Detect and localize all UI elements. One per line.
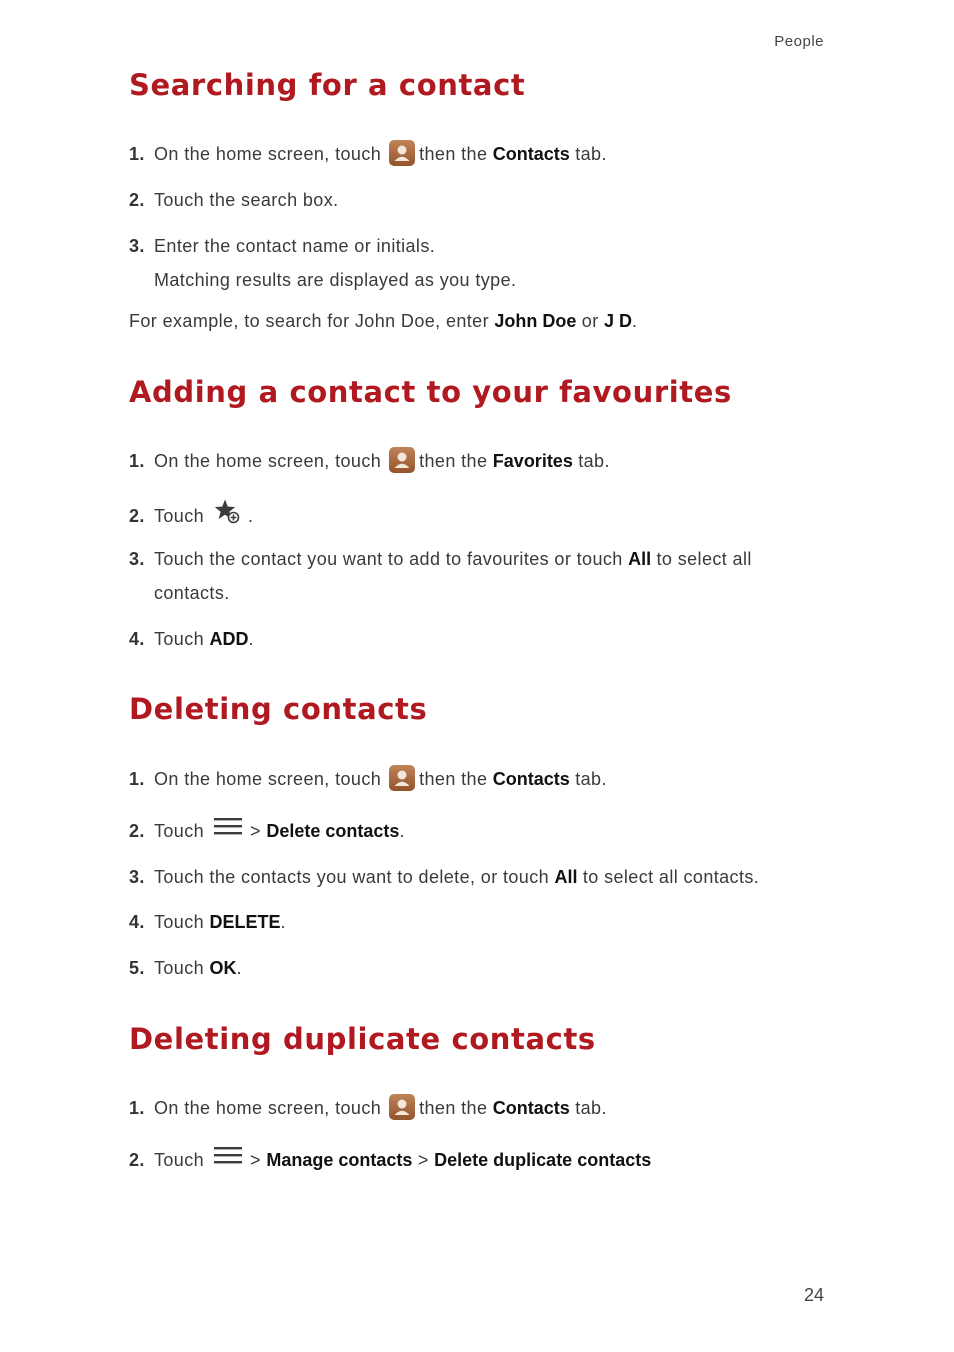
duplicates-step-2: 2. Touch > Manage contacts > Delete duplicate contacts	[129, 1148, 854, 1174]
page-number: 24	[803, 1285, 824, 1305]
delete-step-3: 3. Touch the contacts you want to delete, or touch All to select all contacts.	[129, 867, 760, 887]
section-title-delete: Deleting contacts	[129, 692, 428, 726]
delete-step-4: 4. Touch DELETE.	[129, 912, 286, 932]
search-step-3-note: Matching results are displayed as you type.	[154, 270, 517, 290]
delete-step-5: 5. Touch OK.	[129, 958, 242, 978]
favourites-step-3-continued: contacts.	[154, 583, 230, 603]
contacts-app-icon	[389, 1094, 415, 1120]
contacts-app-icon	[389, 447, 415, 473]
search-example: For example, to search for John Doe, enter John Doe or J D.	[129, 311, 638, 331]
search-step-2: 2. Touch the search box.	[129, 190, 339, 210]
contacts-app-icon	[389, 765, 415, 791]
menu-icon	[214, 1145, 242, 1171]
section-title-search: Searching for a contact	[129, 68, 526, 102]
favourites-step-3: 3. Touch the contact you want to add to favourites or touch All to select all	[129, 549, 752, 569]
contacts-app-icon	[389, 140, 415, 166]
favourites-step-2: 2. Touch .	[129, 501, 854, 533]
star-add-icon	[214, 498, 240, 530]
duplicates-step-1: 1. On the home screen, touch then the Contacts tab.	[129, 1096, 854, 1122]
favourites-step-4: 4. Touch ADD.	[129, 629, 254, 649]
running-header: People	[774, 33, 824, 50]
favourites-step-1: 1. On the home screen, touch then the Favorites tab.	[129, 449, 854, 475]
section-title-duplicates: Deleting duplicate contacts	[129, 1022, 596, 1056]
search-step-1: 1. On the home screen, touch then the Contacts tab.	[129, 142, 854, 168]
menu-icon	[214, 816, 242, 842]
section-title-favourites: Adding a contact to your favourites	[129, 375, 732, 409]
delete-step-2: 2. Touch > Delete contacts.	[129, 819, 854, 845]
search-step-3: 3. Enter the contact name or initials.	[129, 236, 436, 256]
delete-step-1: 1. On the home screen, touch then the Contacts tab.	[129, 767, 854, 793]
